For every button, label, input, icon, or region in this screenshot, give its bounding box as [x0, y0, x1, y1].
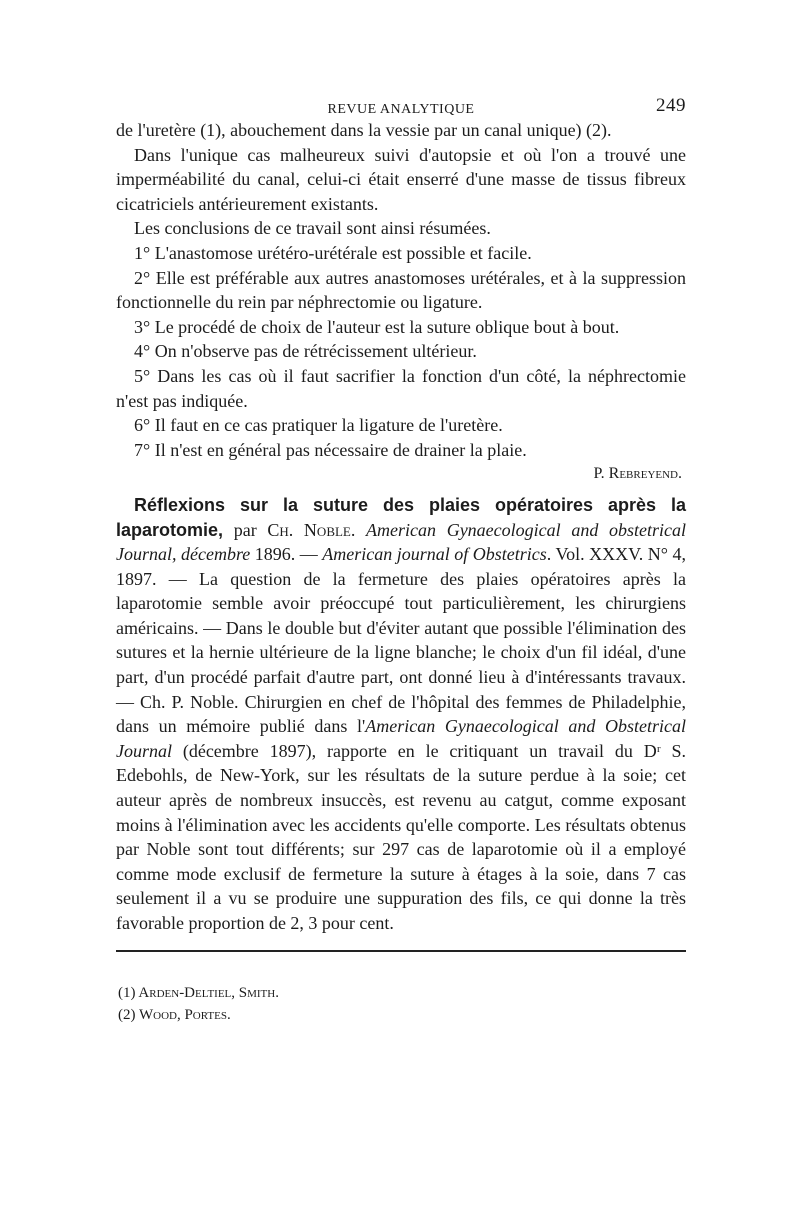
- year-1: 1896. —: [250, 544, 323, 565]
- journal-2: American journal of Obstetrics: [322, 544, 547, 565]
- footnote-rule: [116, 950, 686, 952]
- article-paragraph: [116, 493, 686, 936]
- conclusion-4: 4° On n'observe pas de rétrécissement ultérieur.: [134, 341, 477, 362]
- running-header: [116, 94, 686, 118]
- conclusion-5: 5° Dans les cas où il faut sacrifier la fonction d'un côté, la néphrectomie n'est pas indiquée.: [116, 365, 686, 411]
- conclusion-2: 2° Elle est préférable aux autres anastomoses urétérales, et à la suppression fonctionnelle du rein par néphrectomie ou ligature.: [116, 267, 686, 313]
- article-title: Réflexions sur la suture des plaies opératoires après la laparotomie,: [116, 494, 686, 540]
- footnotes: [116, 982, 686, 1026]
- article-after-author: .: [350, 519, 367, 540]
- article-citation: . Vol. XXXV. N° 4, 1897. — La question de la fermeture des plaies opératoires après la laparotomie semble avoir préoccupé tout particulièrement, les chirurgiens américains. — Dans le double but d'éviter autant que possible l'élimination des sutures et la hernie ultérieure de la ligne blanche; le choix d'un fil idéal, d'une part, d'un procédé parfait d'autre part, ont donné lieu à d'intéressants travaux. — Ch. P. Noble. Chirurgien en chef de l'hôpital des femmes de Philadelphie, dans un mémoire publié dans l': [116, 544, 687, 737]
- signature: P. Rebreyend.: [593, 465, 682, 483]
- journal-3: American Gynaecological and Obstetrical Journal: [116, 716, 687, 761]
- article-by: par: [223, 519, 268, 540]
- page-number: 249: [656, 95, 686, 116]
- conclusion-3: 3° Le procédé de choix de l'auteur est la suture oblique bout à bout.: [134, 316, 620, 337]
- conclusion-7: 7° Il n'est en général pas nécessaire de drainer la plaie.: [134, 439, 527, 460]
- paragraph-1: de l'uretère (1), abouchement dans la vessie par un canal unique) (2).: [116, 120, 612, 140]
- document-page: [116, 94, 686, 1026]
- article-author: Ch. Noble: [267, 519, 351, 540]
- footnote-1: (1) Arden-Deltiel, Smith.: [118, 984, 279, 1001]
- footnote-2: (2) Wood, Portes.: [118, 1006, 231, 1023]
- conclusion-6: 6° Il faut en ce cas pratiquer la ligature de l'uretère.: [134, 415, 503, 436]
- conclusion-1: 1° L'anastomose urétéro-urétérale est possible et facile.: [134, 242, 532, 263]
- running-title: REVUE ANALYTIQUE: [327, 102, 475, 117]
- paragraph-2: Dans l'unique cas malheureux suivi d'autopsie et où l'on a trouvé une imperméabilité du canal, celui-ci était enserré d'une masse de tissus fibreux cicatriciels antérieurement existants.: [116, 144, 686, 214]
- paragraph-3: Les conclusions de ce travail sont ainsi résumées.: [134, 218, 491, 239]
- article-rest: (décembre 1897), rapporte en le critiquant un travail du Dʳ S. Edebohls, de New-York, sur les résultats de la suture perdue à la soie; cet auteur après de nombreux insuccès, est revenu au catgut, comme exposant moins à l'élimination avec les accidents qu'elle comporte. Les résultats obtenus par Noble sont tout différents; sur 297 cas de laparotomie où il a employé comme mode exclusif de fermeture la suture à étages à la soie, dans 7 cas seulement il a vu se produire une suppuration des fils, ce qui donne la très favorable proportion de 2, 3 pour cent.: [116, 740, 686, 933]
- journal-1: American Gynaecological and obstetrical Journal, décembre: [116, 519, 686, 565]
